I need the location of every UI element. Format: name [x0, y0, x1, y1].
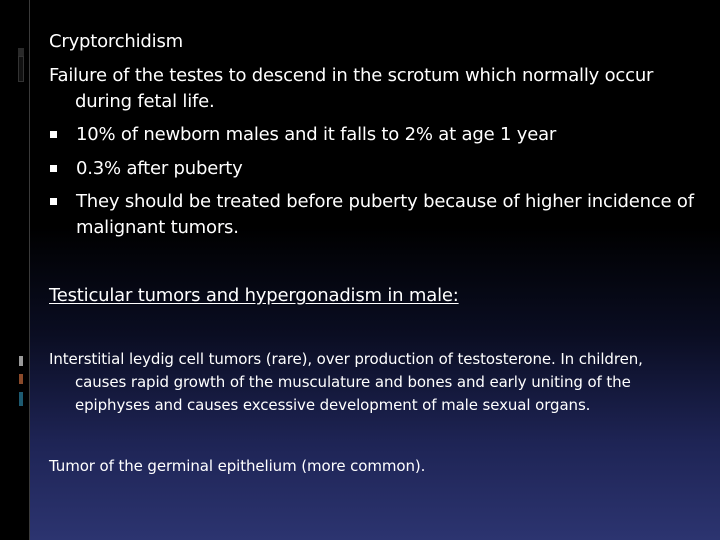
left-margin-divider: [29, 0, 30, 540]
germinal-tumor-paragraph: Tumor of the germinal epithelium (more common).: [49, 457, 426, 475]
left-margin-band: [0, 0, 30, 540]
square-bullet-icon: [50, 198, 57, 205]
bullet-text: 0.3% after puberty: [76, 158, 243, 179]
decorative-tick-brown: [19, 374, 23, 384]
square-bullet-icon: [50, 165, 57, 172]
bullet-text: They should be treated before puberty because of higher incidence of malignant tumors.: [76, 191, 694, 238]
slide-title: Cryptorchidism: [49, 31, 183, 52]
decorative-tick-teal: [19, 392, 23, 406]
bullet-item: [49, 189, 694, 241]
bullet-item: [49, 156, 694, 182]
decorative-block-top: [18, 56, 24, 82]
definition-text: Failure of the testes to descend in the scrotum which normally occur during fetal life.: [49, 65, 654, 112]
leydig-tumor-paragraph: Interstitial leydig cell tumors (rare), over production of testosterone. In children, causes rapid growth of the musculature and bones and early uniting of the epiphyses and causes excessive development of male sexual organs.: [49, 350, 643, 414]
decorative-tick-gray: [19, 356, 23, 366]
section-heading: Testicular tumors and hypergonadism in male:: [49, 285, 459, 306]
bullet-item: [49, 122, 694, 148]
square-bullet-icon: [50, 131, 57, 138]
bullet-text: 10% of newborn males and it falls to 2% at age 1 year: [76, 124, 557, 145]
